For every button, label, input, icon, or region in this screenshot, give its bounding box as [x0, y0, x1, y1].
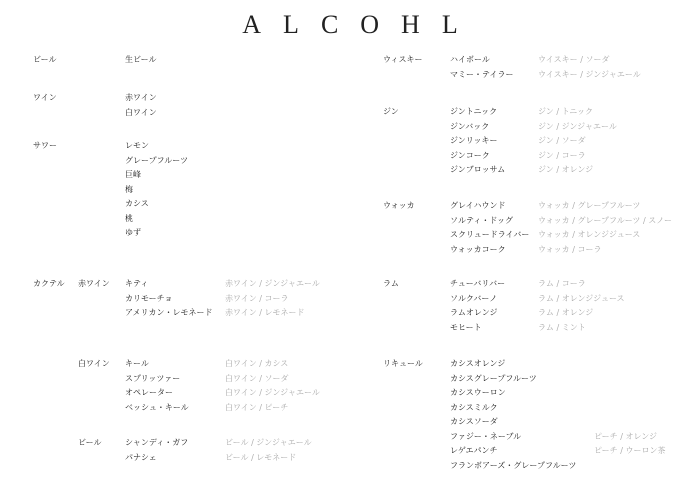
item-cocktail: オペレーター: [125, 388, 173, 397]
item-sour: グレープフルーツ: [125, 156, 188, 165]
item-cocktail: シャンディ・ガフ: [125, 438, 189, 447]
item-whisky-desc: ウイスキー / ソーダ: [538, 55, 610, 64]
item-wine: 赤ワイン: [125, 93, 157, 102]
item-whisky-desc: ウイスキー / ジンジャエール: [538, 70, 641, 79]
item-rum-desc: ラム / ミント: [538, 323, 586, 332]
item-vodka-desc: ウォッカ / オレンジジュース: [538, 230, 641, 239]
item-rum-desc: ラム / オレンジ: [538, 308, 594, 317]
item-vodka: ウォッカコーク: [450, 245, 506, 254]
item-liqueur: カシスウーロン: [450, 388, 506, 397]
item-gin: ジンリッキー: [450, 136, 498, 145]
item-cocktail-desc: ビール / レモネード: [225, 453, 297, 462]
item-liqueur-desc: ピーチ / ウーロン茶: [594, 446, 666, 455]
item-cocktail-desc: 白ワイン / ピーチ: [225, 403, 289, 412]
item-cocktail: スプリッツァー: [125, 374, 181, 383]
item-sour: レモン: [125, 141, 149, 150]
item-whisky: マミー・テイラー: [450, 70, 514, 79]
category-whisky: ウィスキー: [383, 55, 423, 64]
item-gin-desc: ジン / オレンジ: [538, 165, 594, 174]
item-gin-desc: ジン / コーラ: [538, 151, 586, 160]
item-cocktail-desc: ビール / ジンジャエール: [225, 438, 312, 447]
subcategory-white-wine: 白ワイン: [78, 359, 110, 368]
item-sour: 梅: [125, 185, 133, 194]
item-cocktail-desc: 白ワイン / ソーダ: [225, 374, 289, 383]
item-cocktail: アメリカン・レモネード: [125, 308, 213, 317]
item-cocktail-desc: 赤ワイン / レモネード: [225, 308, 305, 317]
item-vodka: スクリュードライバー: [450, 230, 530, 239]
category-beer: ビール: [33, 55, 57, 64]
item-liqueur-desc: ピーチ / オレンジ: [594, 432, 658, 441]
category-gin: ジン: [383, 107, 399, 116]
item-cocktail: ベッシュ・キール: [125, 403, 189, 412]
item-gin: ジントニック: [450, 107, 498, 116]
item-vodka-desc: ウォッカ / コーラ: [538, 245, 602, 254]
category-liqueur: リキュール: [383, 359, 423, 368]
item-vodka-desc: ウォッカ / グレープフルーツ: [538, 201, 641, 210]
item-rum: チューバリバー: [450, 279, 506, 288]
item-rum-desc: ラム / コーラ: [538, 279, 586, 288]
category-wine: ワイン: [33, 93, 57, 102]
item-rum: ラムオレンジ: [450, 308, 498, 317]
item-liqueur: カシスオレンジ: [450, 359, 506, 368]
item-rum: モヒート: [450, 323, 482, 332]
page-title: ALCOHL: [242, 10, 480, 39]
item-whisky: ハイボール: [450, 55, 490, 64]
category-sour: サワー: [33, 141, 57, 150]
item-sour: 桃: [125, 214, 133, 223]
item-cocktail-desc: 白ワイン / カシス: [225, 359, 289, 368]
category-rum: ラム: [383, 279, 399, 288]
item-cocktail-desc: 白ワイン / ジンジャエール: [225, 388, 320, 397]
subcategory-beer: ビール: [78, 438, 102, 447]
item-gin-desc: ジン / ソーダ: [538, 136, 586, 145]
item-rum: ソルクバーノ: [450, 294, 498, 303]
item-vodka: ソルティ・ドッグ: [450, 216, 514, 225]
item-rum-desc: ラム / オレンジジュース: [538, 294, 625, 303]
item-vodka-desc: ウォッカ / グレープフルーツ / スノー: [538, 216, 672, 225]
item-liqueur: カシスグレープフルーツ: [450, 374, 537, 383]
item-sour: カシス: [125, 199, 149, 208]
item-sour: 巨峰: [125, 170, 141, 179]
item-gin-desc: ジン / ジンジャエール: [538, 122, 617, 131]
item-cocktail: キティ: [125, 279, 149, 288]
item-beer: 生ビール: [125, 55, 157, 64]
item-liqueur: カシスミルク: [450, 403, 498, 412]
item-gin-desc: ジン / トニック: [538, 107, 593, 116]
item-cocktail: カリモーチョ: [125, 294, 173, 303]
item-liqueur: ファジー・ネーブル: [450, 432, 522, 441]
item-cocktail-desc: 赤ワイン / コーラ: [225, 294, 289, 303]
item-gin: ジンバック: [450, 122, 490, 131]
item-cocktail: パナシェ: [125, 453, 157, 462]
item-cocktail-desc: 赤ワイン / ジンジャエール: [225, 279, 320, 288]
category-vodka: ウォッカ: [383, 201, 415, 210]
category-cocktail: カクテル: [33, 279, 65, 288]
item-vodka: グレイハウンド: [450, 201, 506, 210]
item-liqueur: カシスソーダ: [450, 417, 498, 426]
item-gin: ジンコーク: [450, 151, 490, 160]
item-liqueur: フランボアーズ・グレープフルーツ: [450, 461, 577, 470]
item-sour: ゆず: [125, 228, 141, 237]
item-liqueur: レゲエパンチ: [450, 446, 498, 455]
item-gin: ジンブロッサム: [450, 165, 506, 174]
item-wine: 白ワイン: [125, 108, 157, 117]
subcategory-red-wine: 赤ワイン: [78, 279, 110, 288]
item-cocktail: キール: [125, 359, 149, 368]
